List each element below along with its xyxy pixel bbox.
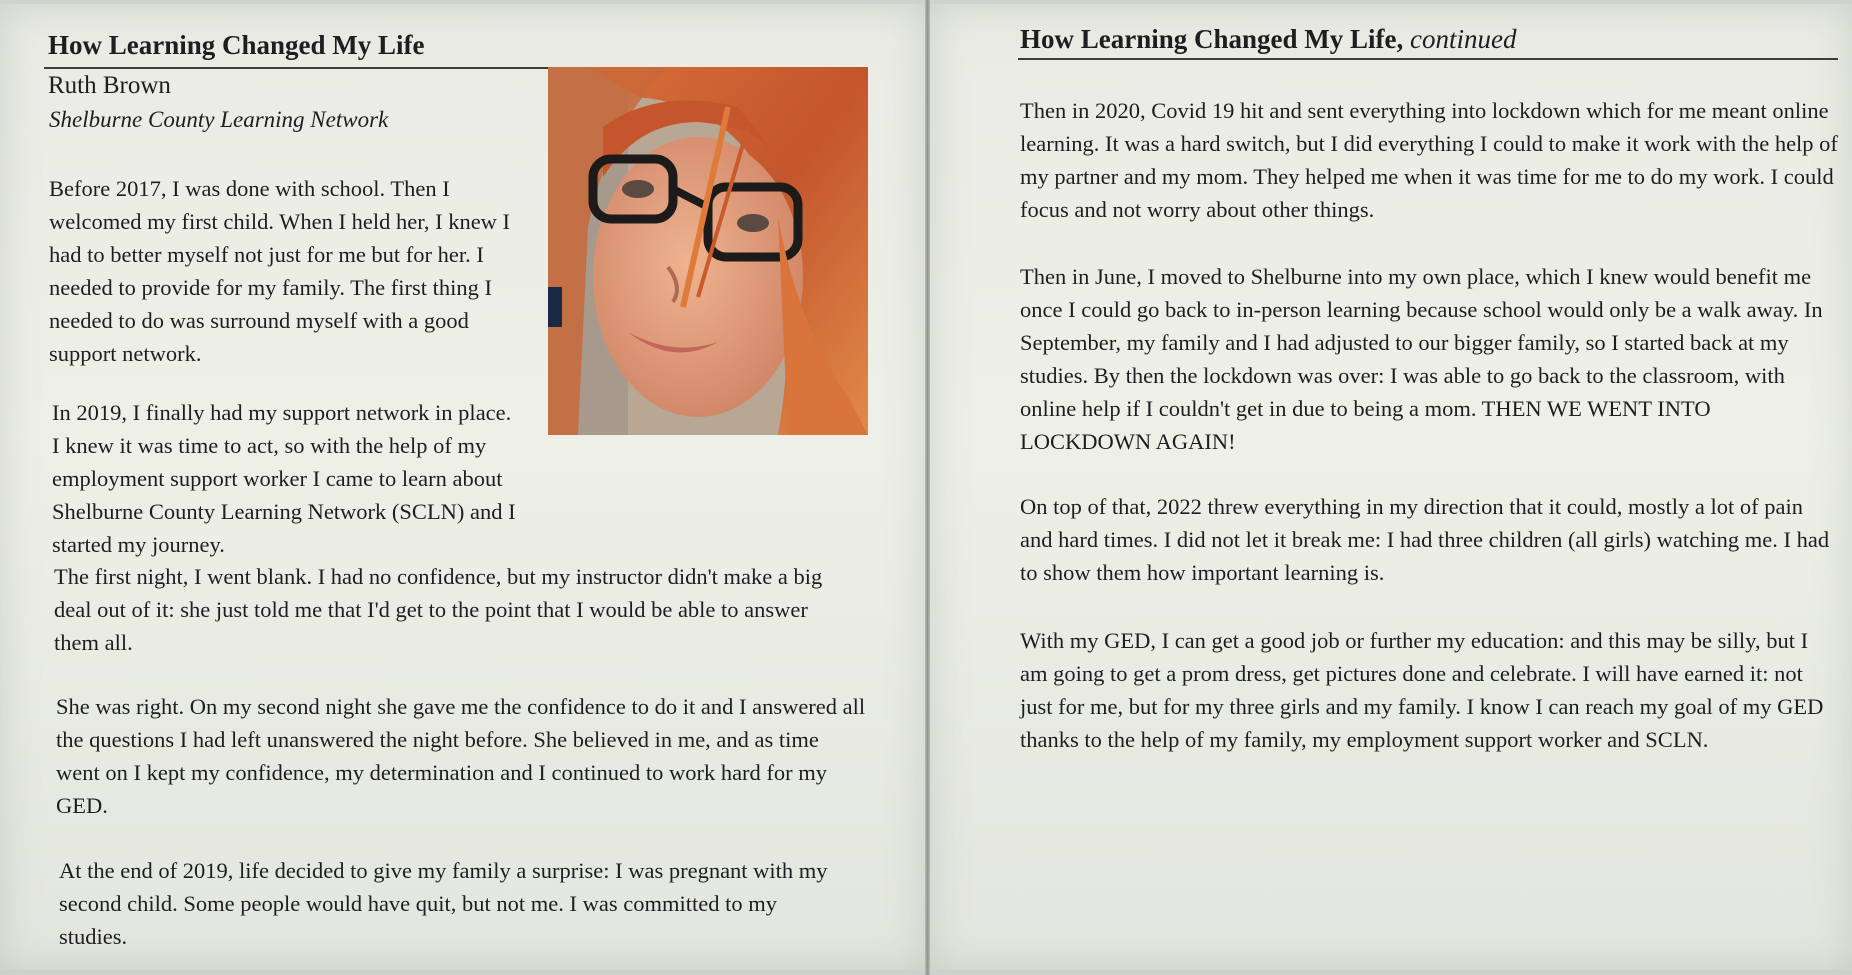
left-page	[0, 4, 925, 970]
paragraph-1: Before 2017, I was done with school. Then I welcomed my first child. When I held her, I knew I had to better myself not just for me but for her. I needed to provide for my family. The first thing I needed to do was surround myself with a good support network.	[49, 176, 511, 366]
paragraph-2-text: In 2019, I finally had my support network in place. I knew it was time to act, so with the help of my employment support worker I came to learn about Shelburne County Learning Network (SCLN) and I started my journey.	[52, 400, 516, 557]
paragraph-1: Then in 2020, Covid 19 hit and sent everything into lockdown which for me meant online learning. It was a hard switch, but I did everything I could to make it work with the help of my partner and my mom. They helped me when it was time for me to do my work. I could focus and not worry about other things.	[1020, 98, 1838, 222]
title-text: How Learning Changed My Life,	[1020, 24, 1404, 54]
paragraph-4: She was right. On my second night she gave me the confidence to do it and I answered all the questions I had left unanswered the night before. She believed in me, and as time went on I kept my confidence, my determination and I continued to work hard for my GED.	[56, 694, 866, 818]
paragraph-4: With my GED, I can get a good job or further my education: and this may be silly, but I am going to get a prom dress, get pictures done and celebrate. I will have earned it: not just for me, but for my three girls and my family. I know I can reach my goal of my GED thanks to the help of my family, my employment support worker and SCLN.	[1020, 628, 1824, 752]
title-continued: continued	[1410, 24, 1517, 54]
right-page	[930, 4, 1852, 970]
title-rule	[1018, 58, 1838, 60]
portrait-photo	[548, 67, 868, 435]
author-name: Ruth Brown	[48, 72, 171, 99]
portrait-photo-image	[548, 67, 868, 435]
title-rule	[44, 67, 548, 69]
paragraph-3: On top of that, 2022 threw everything in my direction that it could, mostly a lot of pain and hard times. I did not let it break me: I had three children (all girls) watching me. I had to show them how important learning is.	[1020, 494, 1830, 585]
paragraph-2: Then in June, I moved to Shelburne into my own place, which I knew would benefit me once I could go back to in-person learning because school would only be a walk away. In September, my family and I had adjusted to our bigger family, so I started back at my studies. By then the lockdown was over: I was able to go back to the classroom, with online help if I couldn't get in due to being a mom. THEN WE WENT INTO LOCKDOWN AGAIN!	[1020, 264, 1823, 454]
page-title: How Learning Changed My Life	[48, 30, 425, 60]
paragraph-2	[52, 396, 852, 561]
organization-name: Shelburne County Learning Network	[49, 107, 389, 132]
paragraph-3: The first night, I went blank. I had no confidence, but my instructor didn't make a big deal out of it: she just told me that I'd get to the point that I would be able to answer them all.	[54, 564, 823, 655]
paragraph-5: At the end of 2019, life decided to give my family a surprise: I was pregnant with my second child. Some people would have quit, but not me. I was committed to my studies.	[59, 858, 828, 949]
page-title-continued	[1020, 24, 1517, 55]
